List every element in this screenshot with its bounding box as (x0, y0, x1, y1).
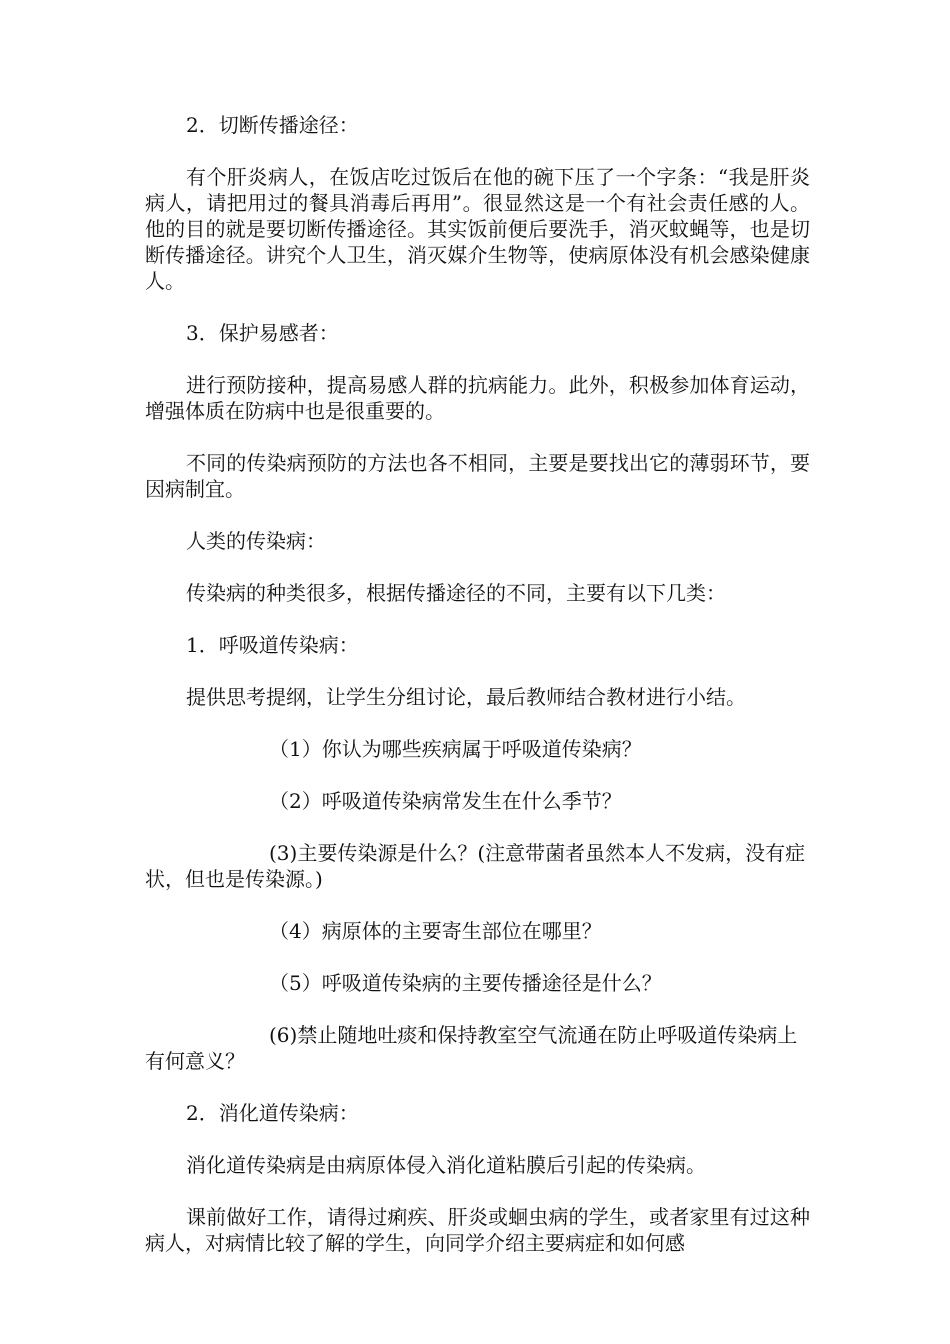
heading-digestive: 2．消化道传染病： (186, 1101, 359, 1125)
heading-protect-susceptible: 3．保护易感者： (186, 321, 339, 345)
question-1: （1）你认为哪些疾病属于呼吸道传染病？ (269, 737, 642, 761)
paragraph-class-preparation: 课前做好工作，请得过痢疾、肝炎或蛔虫病的学生，或者家里有过这种病人，对病情比较了解的学生，向同学介绍主要病症和如何感 (145, 1205, 810, 1255)
question-2: （2）呼吸道传染病常发生在什么季节？ (269, 789, 622, 813)
question-6: (6)禁止随地吐痰和保持教室空气流通在防止呼吸道传染病上有何意义？ (145, 1023, 798, 1073)
paragraph-discussion: 提供思考提纲，让学生分组讨论，最后教师结合教材进行小结。 (186, 685, 746, 709)
paragraph-vaccination: 进行预防接种，提高易感人群的抗病能力。此外，积极参加体育运动，增强体质在防病中也是很重要的。 (145, 373, 810, 423)
paragraph-hepatitis-example: 有个肝炎病人，在饭店吃过饭后在他的碗下压了一个字条：“我是肝炎病人，请把用过的餐具消毒后再用”。很显然这是一个有社会责任感的人。他的目的就是要切断传播途径。其实饭前便后要洗手，消灭蚊蝇等，也是切断传播途径。讲究个人卫生，消灭媒介生物等，使病原体没有机会感染健康人。 (145, 165, 810, 293)
document-page (145, 112, 810, 1282)
paragraph-disease-types: 传染病的种类很多，根据传播途径的不同，主要有以下几类： (186, 581, 726, 605)
question-3: (3)主要传染源是什么？(注意带菌者虽然本人不发病，没有症状，但也是传染源。) (145, 841, 806, 891)
paragraph-digestive-definition: 消化道传染病是由病原体侵入消化道粘膜后引起的传染病。 (186, 1153, 706, 1177)
paragraph-prevention-methods: 不同的传染病预防的方法也各不相同，主要是要找出它的薄弱环节，要因病制宜。 (145, 451, 810, 501)
question-5: （5）呼吸道传染病的主要传播途径是什么？ (269, 971, 662, 995)
heading-human-diseases: 人类的传染病： (186, 529, 326, 553)
heading-respiratory: 1．呼吸道传染病： (186, 633, 359, 657)
heading-cut-transmission: 2．切断传播途径： (186, 113, 359, 137)
question-4: （4）病原体的主要寄生部位在哪里？ (269, 919, 602, 943)
